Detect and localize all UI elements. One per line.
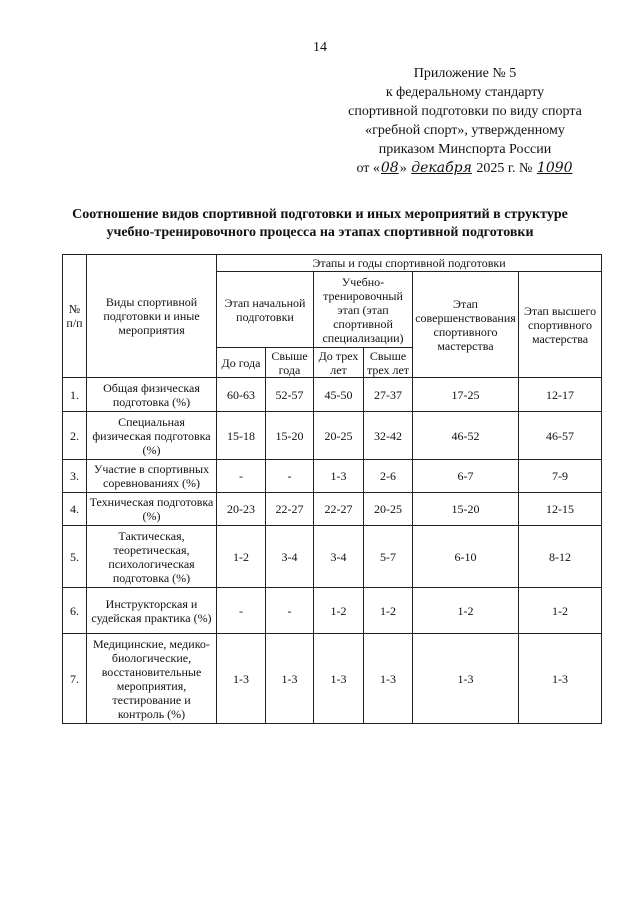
value-cell: 15-20 xyxy=(266,412,314,460)
value-cell: 60-63 xyxy=(217,378,266,412)
header-training-sub1: До трех лет xyxy=(314,348,364,378)
value-cell: 1-3 xyxy=(217,634,266,724)
value-cell: - xyxy=(266,588,314,634)
training-ratio-table xyxy=(62,254,602,724)
header-highest-stage: Этап высшего спортивного мастерства xyxy=(519,272,602,378)
value-cell: 8-12 xyxy=(519,526,602,588)
header-initial-stage: Этап начальной подготовки xyxy=(217,272,314,348)
activity-name: Общая физическая подготовка (%) xyxy=(87,378,217,412)
header-training-stage: Учебно-тренировочный этап (этап спортивной специализации) xyxy=(314,272,413,348)
appendix-line: Приложение № 5 xyxy=(413,66,517,81)
row-num: 4. xyxy=(63,493,87,526)
value-cell: 1-3 xyxy=(364,634,413,724)
appendix-line: спортивной подготовки по виду спорта xyxy=(348,104,582,119)
row-num: 7. xyxy=(63,634,87,724)
table-row xyxy=(63,526,602,588)
appendix-block xyxy=(330,64,600,178)
value-cell: 3-4 xyxy=(314,526,364,588)
handwritten-day: 08 xyxy=(380,160,399,176)
value-cell: 45-50 xyxy=(314,378,364,412)
value-cell: 1-3 xyxy=(519,634,602,724)
header-kinds: Виды спортивной подготовки и иные мероприятия xyxy=(87,255,217,378)
value-cell: 1-3 xyxy=(314,460,364,493)
header-training-sub2: Свыше трех лет xyxy=(364,348,413,378)
header-initial-sub2: Свыше года xyxy=(266,348,314,378)
value-cell: 20-23 xyxy=(217,493,266,526)
value-cell: 15-18 xyxy=(217,412,266,460)
value-cell: - xyxy=(217,588,266,634)
date-year: 2025 г. № xyxy=(476,161,533,176)
activity-name: Участие в спортивных соревнованиях (%) xyxy=(87,460,217,493)
value-cell: 2-6 xyxy=(364,460,413,493)
value-cell: 20-25 xyxy=(364,493,413,526)
value-cell: 12-17 xyxy=(519,378,602,412)
value-cell: 52-57 xyxy=(266,378,314,412)
value-cell: 15-20 xyxy=(413,493,519,526)
table-row xyxy=(63,634,602,724)
row-num: 3. xyxy=(63,460,87,493)
table-row xyxy=(63,493,602,526)
title-line: учебно-тренировочного процесса на этапах спортивной подготовки xyxy=(106,225,534,240)
value-cell: 1-3 xyxy=(314,634,364,724)
activity-name: Инструкторская и судейская практика (%) xyxy=(87,588,217,634)
order-date-line xyxy=(330,159,600,178)
value-cell: 6-7 xyxy=(413,460,519,493)
activity-name: Тактическая, теоретическая, психологическая подготовка (%) xyxy=(87,526,217,588)
value-cell: 7-9 xyxy=(519,460,602,493)
value-cell: 17-25 xyxy=(413,378,519,412)
document-title xyxy=(40,206,600,242)
value-cell: 46-57 xyxy=(519,412,602,460)
value-cell: - xyxy=(266,460,314,493)
value-cell: 6-10 xyxy=(413,526,519,588)
value-cell: 1-2 xyxy=(314,588,364,634)
activity-name: Медицинские, медико-биологические, восстановительные мероприятия, тестирование и контроль (%) xyxy=(87,634,217,724)
table-row xyxy=(63,588,602,634)
handwritten-month: декабря xyxy=(411,160,472,176)
value-cell: - xyxy=(217,460,266,493)
row-num: 2. xyxy=(63,412,87,460)
row-num: 1. xyxy=(63,378,87,412)
row-num: 6. xyxy=(63,588,87,634)
appendix-line: к федеральному стандарту xyxy=(385,85,545,100)
value-cell: 22-27 xyxy=(314,493,364,526)
appendix-line: «гребной спорт», утвержденному xyxy=(365,123,565,138)
table-row xyxy=(63,378,602,412)
value-cell: 3-4 xyxy=(266,526,314,588)
header-num: № п/п xyxy=(63,255,87,378)
handwritten-order-number: 1090 xyxy=(536,160,573,176)
value-cell: 1-3 xyxy=(413,634,519,724)
value-cell: 1-3 xyxy=(266,634,314,724)
table-row xyxy=(63,460,602,493)
header-stages-group: Этапы и годы спортивной подготовки xyxy=(217,255,602,272)
value-cell: 46-52 xyxy=(413,412,519,460)
value-cell: 32-42 xyxy=(364,412,413,460)
appendix-line: приказом Минспорта России xyxy=(378,142,552,157)
value-cell: 22-27 xyxy=(266,493,314,526)
activity-name: Техническая подготовка (%) xyxy=(87,493,217,526)
value-cell: 27-37 xyxy=(364,378,413,412)
value-cell: 1-2 xyxy=(217,526,266,588)
header-initial-sub1: До года xyxy=(217,348,266,378)
value-cell: 20-25 xyxy=(314,412,364,460)
value-cell: 1-2 xyxy=(519,588,602,634)
value-cell: 5-7 xyxy=(364,526,413,588)
header-improvement-stage: Этап совершенствования спортивного мастерства xyxy=(413,272,519,378)
row-num: 5. xyxy=(63,526,87,588)
value-cell: 1-2 xyxy=(413,588,519,634)
value-cell: 12-15 xyxy=(519,493,602,526)
table-row xyxy=(63,412,602,460)
title-line: Соотношение видов спортивной подготовки и иных мероприятий в структуре xyxy=(72,207,568,222)
date-mid: » xyxy=(399,161,407,176)
date-prefix: от « xyxy=(356,161,380,176)
value-cell: 1-2 xyxy=(364,588,413,634)
page-number: 14 xyxy=(313,40,327,55)
activity-name: Специальная физическая подготовка (%) xyxy=(87,412,217,460)
